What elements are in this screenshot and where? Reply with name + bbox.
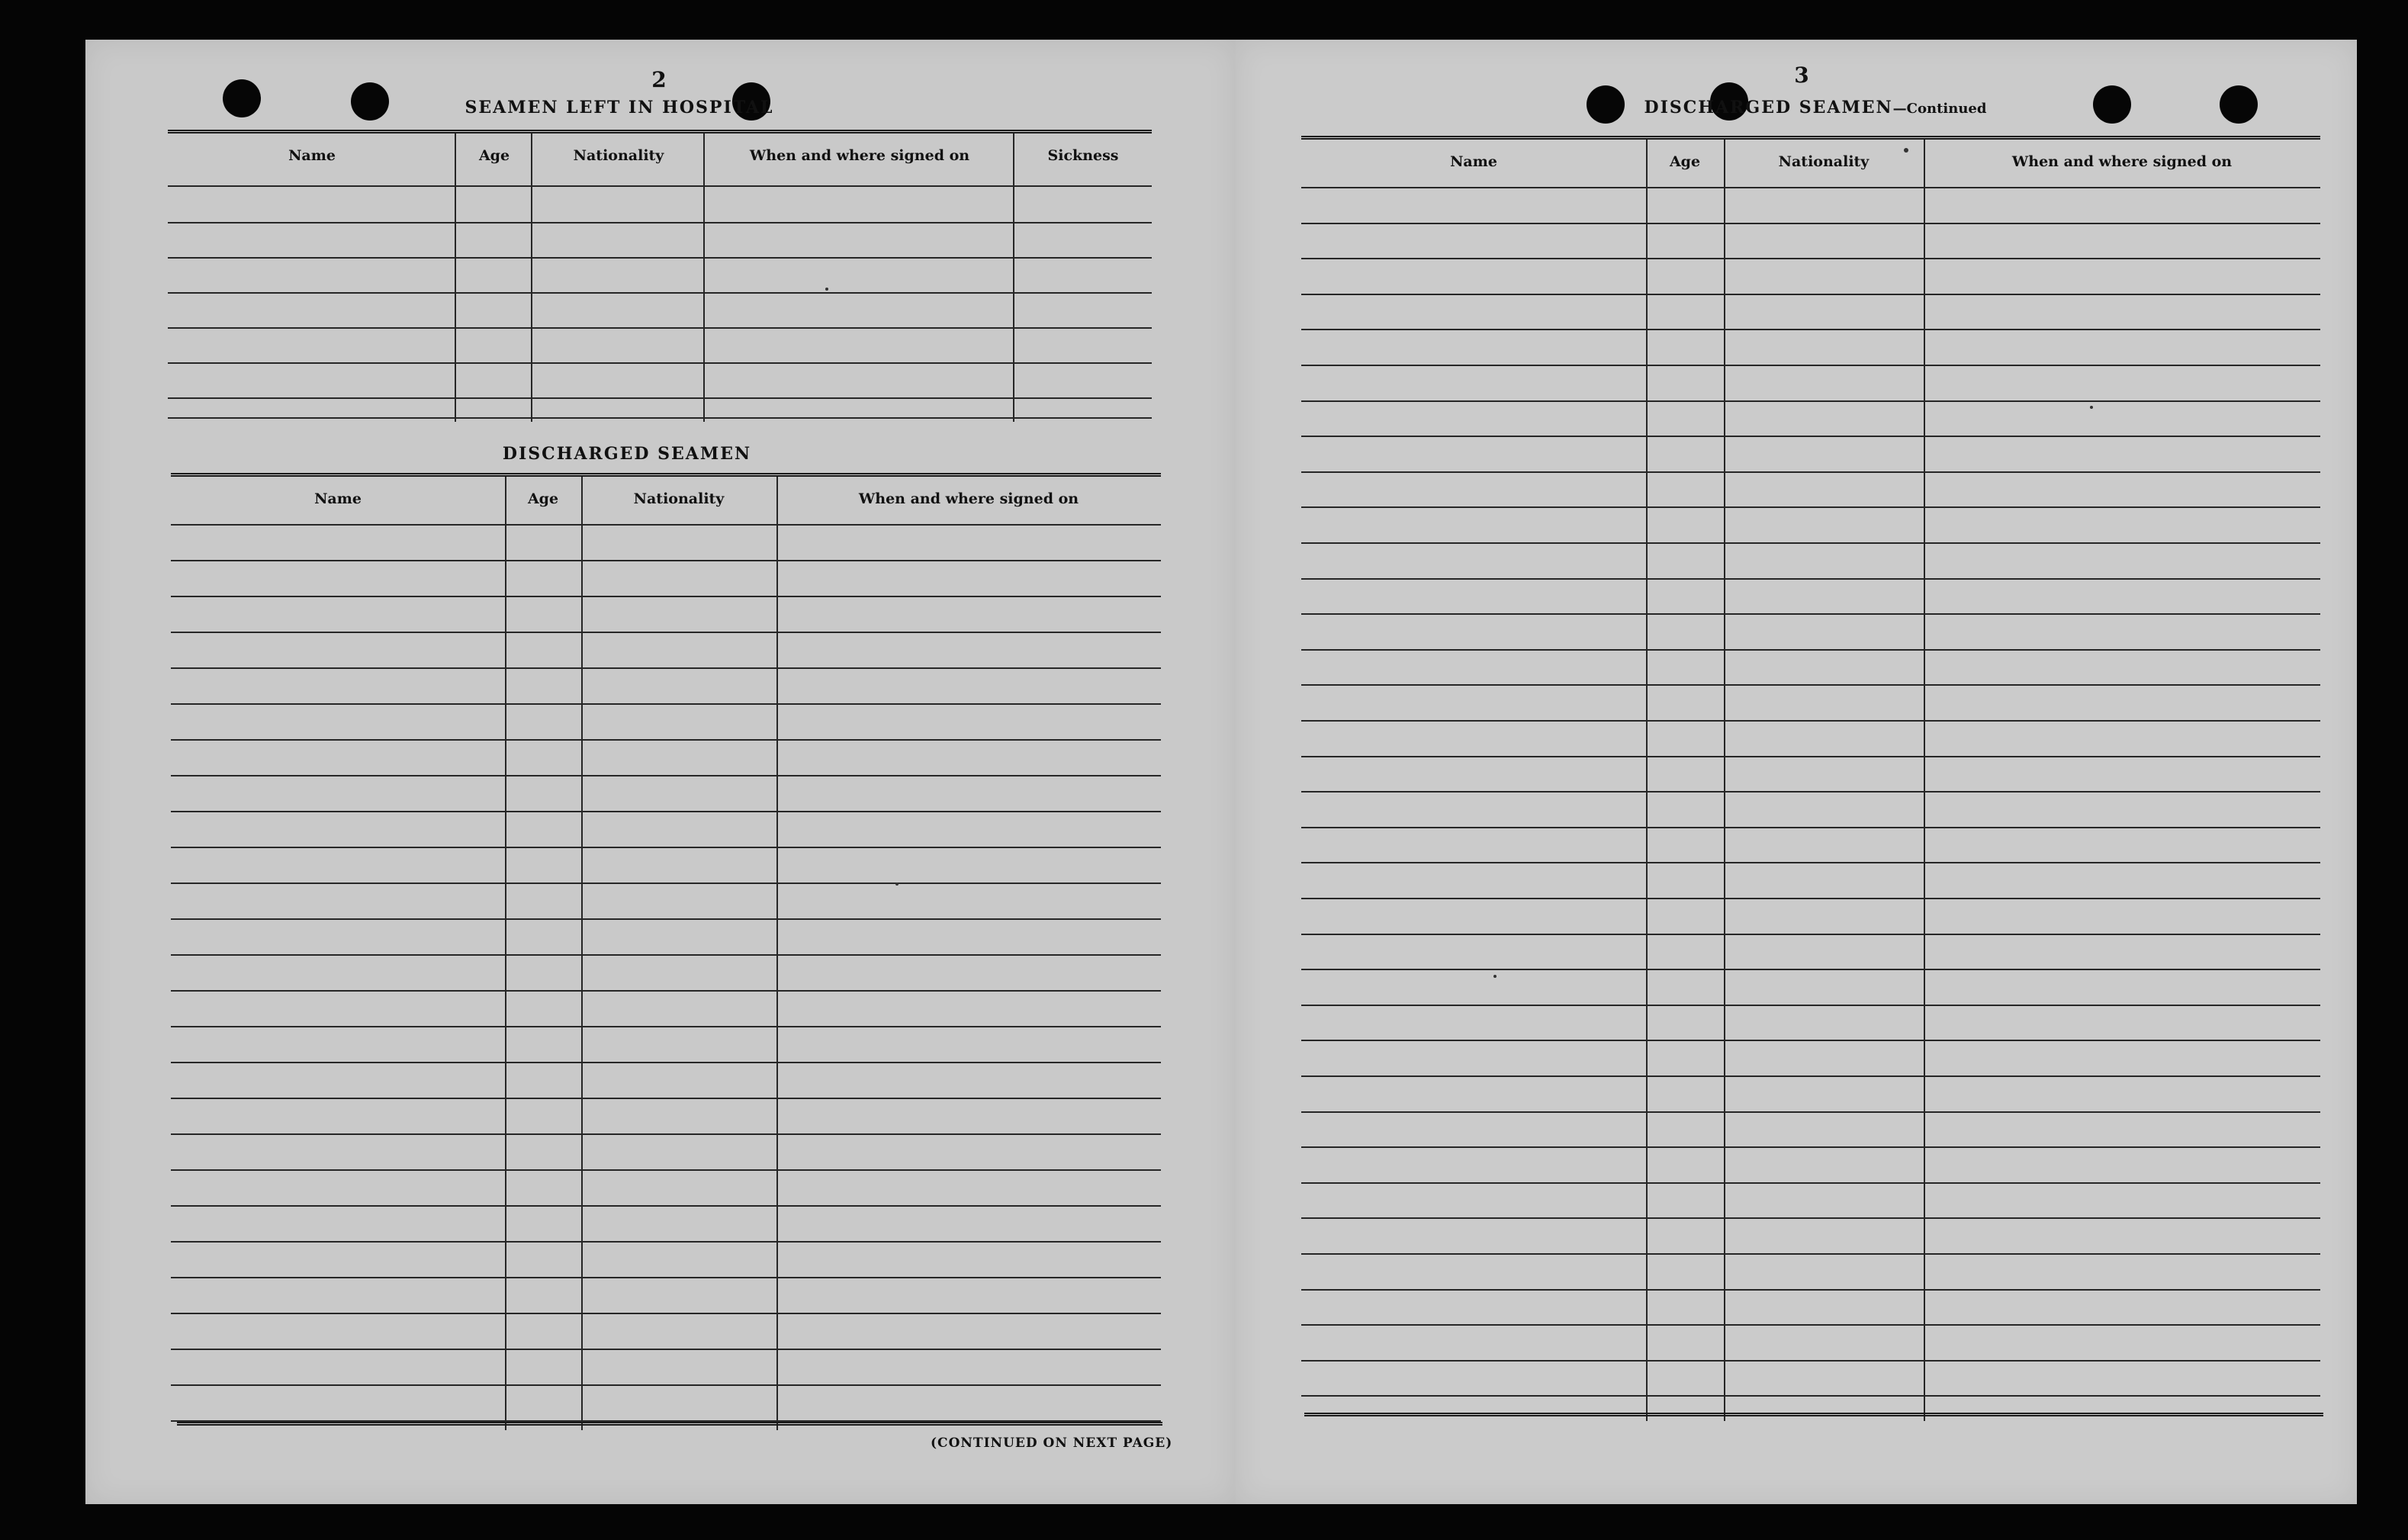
row-rule (171, 667, 1161, 669)
row-rule (1301, 542, 2320, 544)
row-rule (171, 883, 1161, 884)
column-header-signed-on: When and where signed on (749, 147, 970, 164)
column-header-name: Name (1450, 153, 1497, 170)
column-divider (1724, 140, 1725, 1421)
row-rule (1301, 898, 2320, 899)
section-title-suffix: —Continued (1892, 101, 1987, 117)
row-rule (171, 1349, 1161, 1350)
punch-hole (2093, 85, 2131, 124)
continued-note: (CONTINUED ON NEXT PAGE) (931, 1436, 1173, 1451)
row-rule (1301, 506, 2320, 508)
column-header-nationality: Nationality (573, 147, 664, 164)
row-rule (171, 560, 1161, 561)
row-rule (171, 1384, 1161, 1386)
row-rule (171, 1133, 1161, 1135)
ink-speck (1493, 975, 1497, 978)
row-rule (1301, 1289, 2320, 1291)
table-bottom-rule (1304, 1413, 2323, 1416)
section-title-main: DISCHARGED SEAMEN (1644, 98, 1893, 117)
row-rule (1301, 436, 2320, 437)
row-rule (171, 954, 1161, 956)
row-rule (171, 1026, 1161, 1027)
column-divider (531, 133, 532, 422)
punch-hole (2220, 85, 2258, 124)
row-rule (171, 1062, 1161, 1063)
row-rule (1301, 1005, 2320, 1006)
column-divider (1646, 140, 1648, 1421)
punch-hole (351, 82, 389, 121)
column-header-nationality: Nationality (1778, 153, 1869, 170)
row-rule (168, 222, 1152, 223)
ink-speck (825, 288, 828, 291)
row-rule (1301, 934, 2320, 935)
row-rule (1301, 365, 2320, 366)
ink-speck (2090, 406, 2093, 409)
row-rule (1301, 1111, 2320, 1113)
row-rule (168, 292, 1152, 294)
hospital-table-header (168, 133, 1152, 164)
discharged-table (171, 473, 1161, 1430)
column-header-name: Name (314, 490, 362, 507)
row-rule (168, 362, 1152, 364)
row-rule (1301, 578, 2320, 580)
right-page (1236, 40, 2357, 1504)
column-divider (505, 477, 506, 1430)
row-rule (1301, 400, 2320, 402)
column-header-age: Age (478, 147, 510, 164)
discharged-continued-title (1632, 98, 1998, 117)
column-header-nationality: Nationality (633, 490, 725, 507)
column-divider (455, 133, 456, 422)
ink-speck (895, 883, 899, 886)
row-rule (171, 990, 1161, 992)
row-rule (171, 632, 1161, 633)
column-header-signed-on: When and where signed on (858, 490, 1079, 507)
row-rule (1301, 1360, 2320, 1362)
row-rule (171, 847, 1161, 848)
row-rule (171, 811, 1161, 812)
column-divider (703, 133, 705, 422)
table-bottom-rule (177, 1422, 1162, 1426)
row-rule (1301, 756, 2320, 757)
row-rule (171, 739, 1161, 741)
row-rule (1301, 862, 2320, 863)
row-rule (1301, 1075, 2320, 1077)
column-header-sickness: Sickness (1047, 147, 1119, 164)
discharged-continued-table (1301, 136, 2320, 1421)
column-header-age: Age (527, 490, 559, 507)
row-rule (1301, 1395, 2320, 1397)
row-rule (171, 918, 1161, 920)
row-rule (1301, 223, 2320, 224)
row-rule (168, 327, 1152, 329)
row-rule (168, 185, 1152, 187)
column-divider (581, 477, 583, 1430)
row-rule (171, 703, 1161, 705)
row-rule (168, 257, 1152, 259)
row-rule (1301, 329, 2320, 330)
row-rule (171, 1098, 1161, 1099)
row-rule (168, 397, 1152, 399)
row-rule (1301, 1182, 2320, 1184)
discharged-section-title: DISCHARGED SEAMEN (502, 444, 752, 464)
row-rule (171, 1241, 1161, 1243)
row-rule (1301, 613, 2320, 615)
column-header-age: Age (1669, 153, 1701, 170)
row-rule (171, 1277, 1161, 1278)
row-rule (1301, 720, 2320, 722)
hospital-section-title: SEAMEN LEFT IN HOSPITAL (465, 98, 774, 117)
row-rule (1301, 294, 2320, 295)
row-rule (1301, 791, 2320, 793)
column-header-name: Name (288, 147, 336, 164)
row-rule (171, 1169, 1161, 1171)
punch-hole (1587, 85, 1625, 124)
row-rule (1301, 1324, 2320, 1326)
row-rule (171, 775, 1161, 776)
row-rule (168, 417, 1152, 419)
row-rule (171, 524, 1161, 526)
row-rule (1301, 1253, 2320, 1255)
row-rule (1301, 684, 2320, 686)
row-rule (171, 1205, 1161, 1207)
column-header-signed-on: When and where signed on (2011, 153, 2233, 170)
hospital-table (168, 130, 1152, 422)
discharged-table-header (171, 477, 1161, 507)
row-rule (1301, 258, 2320, 259)
row-rule (171, 596, 1161, 597)
ink-speck (1904, 148, 1908, 153)
page-number: 3 (1794, 63, 1809, 88)
column-divider (1924, 140, 1925, 1421)
row-rule (1301, 187, 2320, 188)
page-number: 2 (651, 67, 667, 92)
punch-hole (223, 79, 261, 117)
column-divider (776, 477, 778, 1430)
row-rule (1301, 649, 2320, 651)
row-rule (171, 1313, 1161, 1314)
continued-table-header (1301, 140, 2320, 170)
column-divider (1013, 133, 1014, 422)
row-rule (1301, 1040, 2320, 1041)
row-rule (1301, 1146, 2320, 1148)
row-rule (1301, 471, 2320, 473)
row-rule (1301, 969, 2320, 970)
row-rule (1301, 827, 2320, 828)
left-page (85, 40, 1236, 1504)
row-rule (1301, 1217, 2320, 1219)
